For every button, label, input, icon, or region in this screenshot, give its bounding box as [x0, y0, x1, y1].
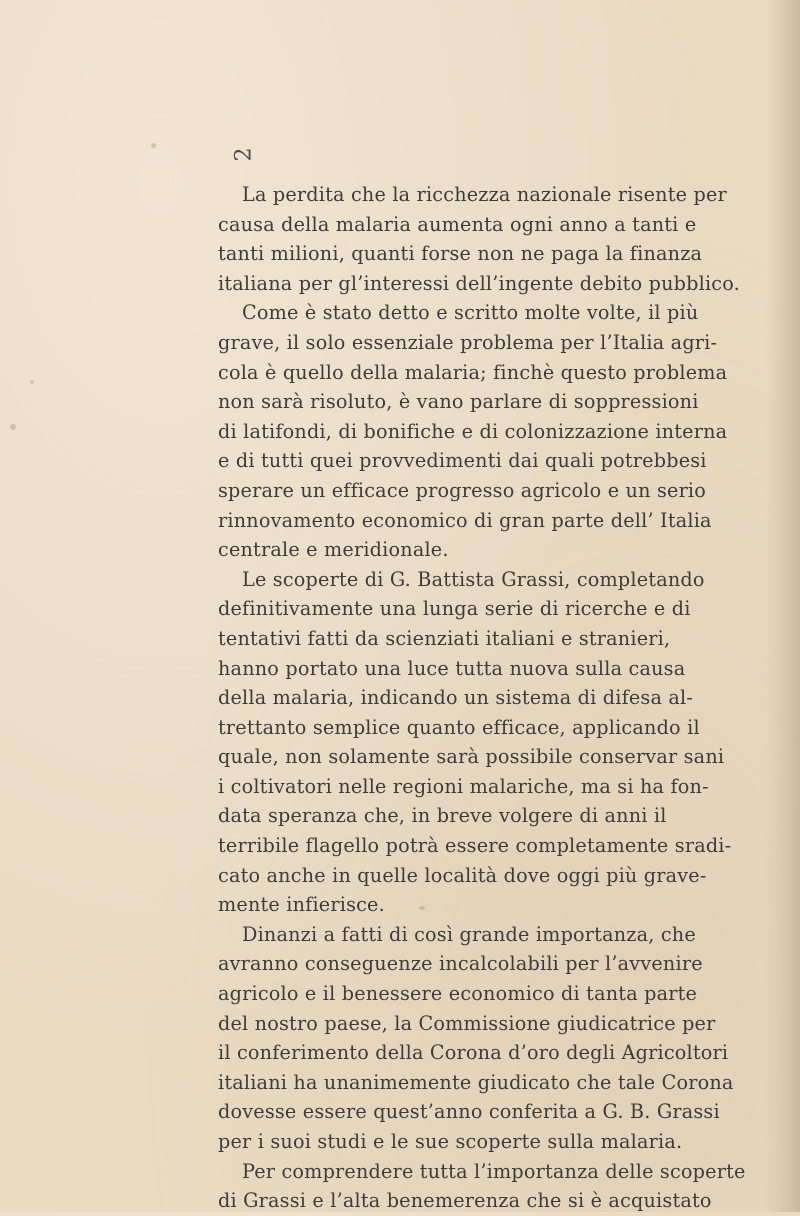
text-line: definitivamente una lunga serie di ricerche e di	[218, 597, 691, 621]
text-line: della malaria, indicando un sistema di difesa al-	[218, 686, 694, 710]
text-line: quale, non solamente sarà possibile conservar sani	[218, 745, 725, 769]
paper-spot	[30, 380, 34, 384]
text-line: e di tutti quei provvedimenti dai quali potrebbesi	[218, 449, 707, 473]
text-line: Le scoperte di G. Battista Grassi, completando	[242, 567, 705, 591]
text-line: tanti milioni, quanti forse non ne paga la finanza	[218, 242, 703, 266]
paper-spot	[10, 424, 16, 430]
text-line: di Grassi e l’alta benemerenza che si è acquistato	[218, 1189, 712, 1213]
text-line: trettanto semplice quanto efficace, applicando il	[218, 715, 700, 739]
text-line: il conferimento della Corona d’oro degli Agricoltori	[218, 1041, 729, 1065]
text-line: cola è quello della malaria; finchè questo problema	[218, 360, 728, 384]
text-line: per i suoi studi e le sue scoperte sulla malaria.	[218, 1130, 683, 1153]
paper-spot	[151, 143, 156, 148]
paragraph	[218, 180, 740, 298]
text-line: mente infierisce.	[218, 893, 385, 917]
text-line: causa della malaria aumenta ogni anno a tanti e	[218, 212, 697, 236]
text-line: hanno portato una luce tutta nuova sulla causa	[218, 656, 686, 680]
text-line: Dinanzi a fatti di così grande importanza, che	[242, 922, 696, 946]
text-line: centrale e meridionale.	[218, 538, 449, 562]
text-line: data speranza che, in breve volgere di anni il	[218, 804, 667, 828]
paragraph	[218, 1157, 746, 1216]
text-line: Come è stato detto e scritto molte volte, il più	[242, 301, 699, 325]
body-text	[218, 180, 746, 1216]
paragraph	[218, 298, 728, 564]
text-line: terribile flagello potrà essere completamente sradi-	[218, 834, 732, 858]
text-line: rinnovamento economico di gran parte dell’ Italia	[218, 508, 712, 532]
text-line: grave, il solo essenziale problema per l’Italia agri-	[218, 330, 718, 354]
text-line: agricolo e il benessere economico di tanta parte	[218, 982, 698, 1006]
text-line: Per comprendere tutta l’importanza delle scoperte	[242, 1159, 746, 1183]
text-line: del nostro paese, la Commissione giudicatrice per	[218, 1011, 716, 1035]
text-line: di latifondi, di bonifiche e di colonizzazione interna	[218, 419, 728, 443]
text-line: tentativi fatti da scienziati italiani e stranieri,	[218, 626, 671, 650]
text-line: dovesse essere quest’anno conferita a G. B. Grassi	[218, 1100, 720, 1124]
page-number: 2	[231, 147, 257, 162]
text-line: italiana per gl’interessi dell’ingente debito pubblico.	[218, 271, 740, 295]
text-line: sperare un efficace progresso agricolo e un serio	[218, 478, 707, 502]
paragraph	[218, 565, 732, 920]
text-line: italiani ha unanimemente giudicato che tale Corona	[218, 1070, 734, 1094]
text-line: La perdita che la ricchezza nazionale risente per	[242, 183, 727, 206]
page-edge-shadow	[766, 0, 800, 1212]
paragraph	[218, 920, 734, 1157]
text-line: cato anche in quelle località dove oggi più grave-	[218, 863, 707, 887]
text-line: non sarà risoluto, è vano parlare di soppressioni	[218, 390, 699, 414]
text-line: i coltivatori nelle regioni malariche, ma si ha fon-	[218, 774, 709, 798]
text-line: avranno conseguenze incalcolabili per l’avvenire	[218, 952, 703, 976]
